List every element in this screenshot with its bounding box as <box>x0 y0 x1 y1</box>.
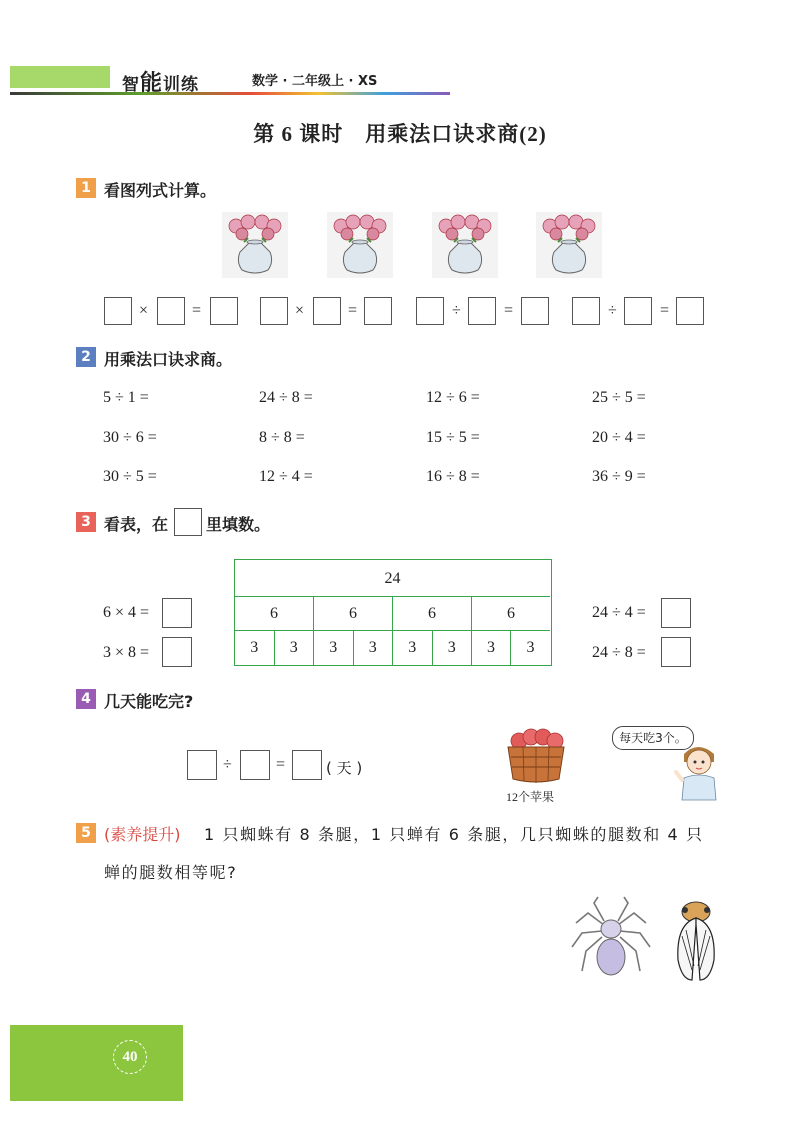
table-bottom-cell: 3 <box>275 631 315 665</box>
answer-box[interactable] <box>162 637 192 667</box>
example-box <box>174 508 202 536</box>
table-bottom-cell: 3 <box>314 631 354 665</box>
number-table <box>234 559 552 666</box>
division-problem: 12 ÷ 6 = <box>426 389 480 406</box>
division-problem: 5 ÷ 1 = <box>103 389 149 406</box>
division-problem: 36 ÷ 9 = <box>592 468 646 485</box>
table-bottom-cell: 3 <box>433 631 473 665</box>
basket-label: 12个苹果 <box>506 790 555 804</box>
answer-box[interactable] <box>416 297 444 325</box>
question-text-3a: 看表，在 <box>104 515 169 534</box>
answer-box[interactable] <box>240 750 270 780</box>
divide-sign: ÷ <box>223 756 232 773</box>
multiplication-problem: 3 × 8 = <box>103 644 150 661</box>
child-illustration <box>674 740 722 802</box>
division-problem: 24 ÷ 4 = <box>592 604 646 621</box>
flower-vases-illustration <box>222 210 602 280</box>
answer-box[interactable] <box>210 297 238 325</box>
divide-sign: ÷ <box>452 302 461 319</box>
equals-sign: = <box>348 302 358 319</box>
equals-sign: = <box>504 302 514 319</box>
division-problem: 30 ÷ 5 = <box>103 468 157 485</box>
question-text-5b: 蝉的腿数相等呢? <box>104 863 238 882</box>
times-sign: × <box>139 302 149 319</box>
table-mid-cell: 6 <box>472 597 550 631</box>
question-number-5: 5 <box>76 823 96 843</box>
division-problem: 25 ÷ 5 = <box>592 389 646 406</box>
question-text-5a: 1 只蜘蛛有 8 条腿，1 只蝉有 6 条腿，几只蜘蛛的腿数和 4 只 <box>204 825 704 844</box>
division-problem: 24 ÷ 8 = <box>592 644 646 661</box>
table-bottom-cell: 3 <box>354 631 394 665</box>
table-mid-cell: 6 <box>393 597 472 631</box>
divide-sign: ÷ <box>608 302 617 319</box>
answer-box[interactable] <box>260 297 288 325</box>
question-text-2: 用乘法口诀求商。 <box>104 350 233 369</box>
question-number-4: 4 <box>76 689 96 709</box>
spider-illustration <box>568 895 654 985</box>
table-mid-cell: 6 <box>235 597 314 631</box>
division-problem: 8 ÷ 8 = <box>259 429 305 446</box>
table-bottom-cell: 3 <box>235 631 275 665</box>
table-top-cell: 24 <box>235 560 550 597</box>
division-problem: 16 ÷ 8 = <box>426 468 480 485</box>
answer-box[interactable] <box>624 297 652 325</box>
division-problem: 15 ÷ 5 = <box>426 429 480 446</box>
table-bottom-cell: 3 <box>526 639 535 656</box>
equals-sign: = <box>660 302 670 319</box>
brand-title: 智能训练 <box>122 71 200 96</box>
division-problem: 30 ÷ 6 = <box>103 429 157 446</box>
question-text-3b: 里填数。 <box>206 515 271 534</box>
lesson-title: 第 6 课时 用乘法口诀求商(2) <box>253 122 547 146</box>
answer-box[interactable] <box>157 297 185 325</box>
apple-basket-illustration <box>505 725 567 785</box>
answer-box[interactable] <box>468 297 496 325</box>
times-sign: × <box>295 302 305 319</box>
header-color-bar <box>10 66 110 88</box>
answer-box[interactable] <box>661 598 691 628</box>
answer-box[interactable] <box>364 297 392 325</box>
answer-box[interactable] <box>521 297 549 325</box>
unit-label: ( 天 ) <box>326 759 363 777</box>
question-text-4: 几天能吃完? <box>104 692 194 711</box>
cicada-illustration <box>670 900 722 984</box>
footer-color-block <box>10 1025 183 1101</box>
answer-box[interactable] <box>162 598 192 628</box>
header-rainbow-line <box>10 92 450 95</box>
page-number: 40 <box>113 1040 147 1074</box>
answer-box[interactable] <box>572 297 600 325</box>
answer-box[interactable] <box>661 637 691 667</box>
question-number-3: 3 <box>76 512 96 532</box>
question-number-2: 2 <box>76 347 96 367</box>
table-bottom-cell: 3 <box>393 631 433 665</box>
question-tag: (素养提升) <box>104 825 181 844</box>
answer-box[interactable] <box>187 750 217 780</box>
answer-box[interactable] <box>104 297 132 325</box>
answer-box[interactable] <box>676 297 704 325</box>
question-number-1: 1 <box>76 178 96 198</box>
multiplication-problem: 6 × 4 = <box>103 604 150 621</box>
division-problem: 20 ÷ 4 = <box>592 429 646 446</box>
table-mid-cell: 6 <box>314 597 393 631</box>
subject-label: 数学 · 二年级上 · XS <box>252 74 378 89</box>
answer-box[interactable] <box>313 297 341 325</box>
question-text-1: 看图列式计算。 <box>104 181 217 200</box>
answer-box[interactable] <box>292 750 322 780</box>
equals-sign: = <box>276 756 286 773</box>
division-problem: 24 ÷ 8 = <box>259 389 313 406</box>
q1-equations <box>104 296 724 328</box>
equals-sign: = <box>192 302 202 319</box>
speech-bubble: 每天吃3个。 <box>612 726 694 750</box>
division-problem: 12 ÷ 4 = <box>259 468 313 485</box>
table-bottom-cell: 3 <box>472 631 511 665</box>
